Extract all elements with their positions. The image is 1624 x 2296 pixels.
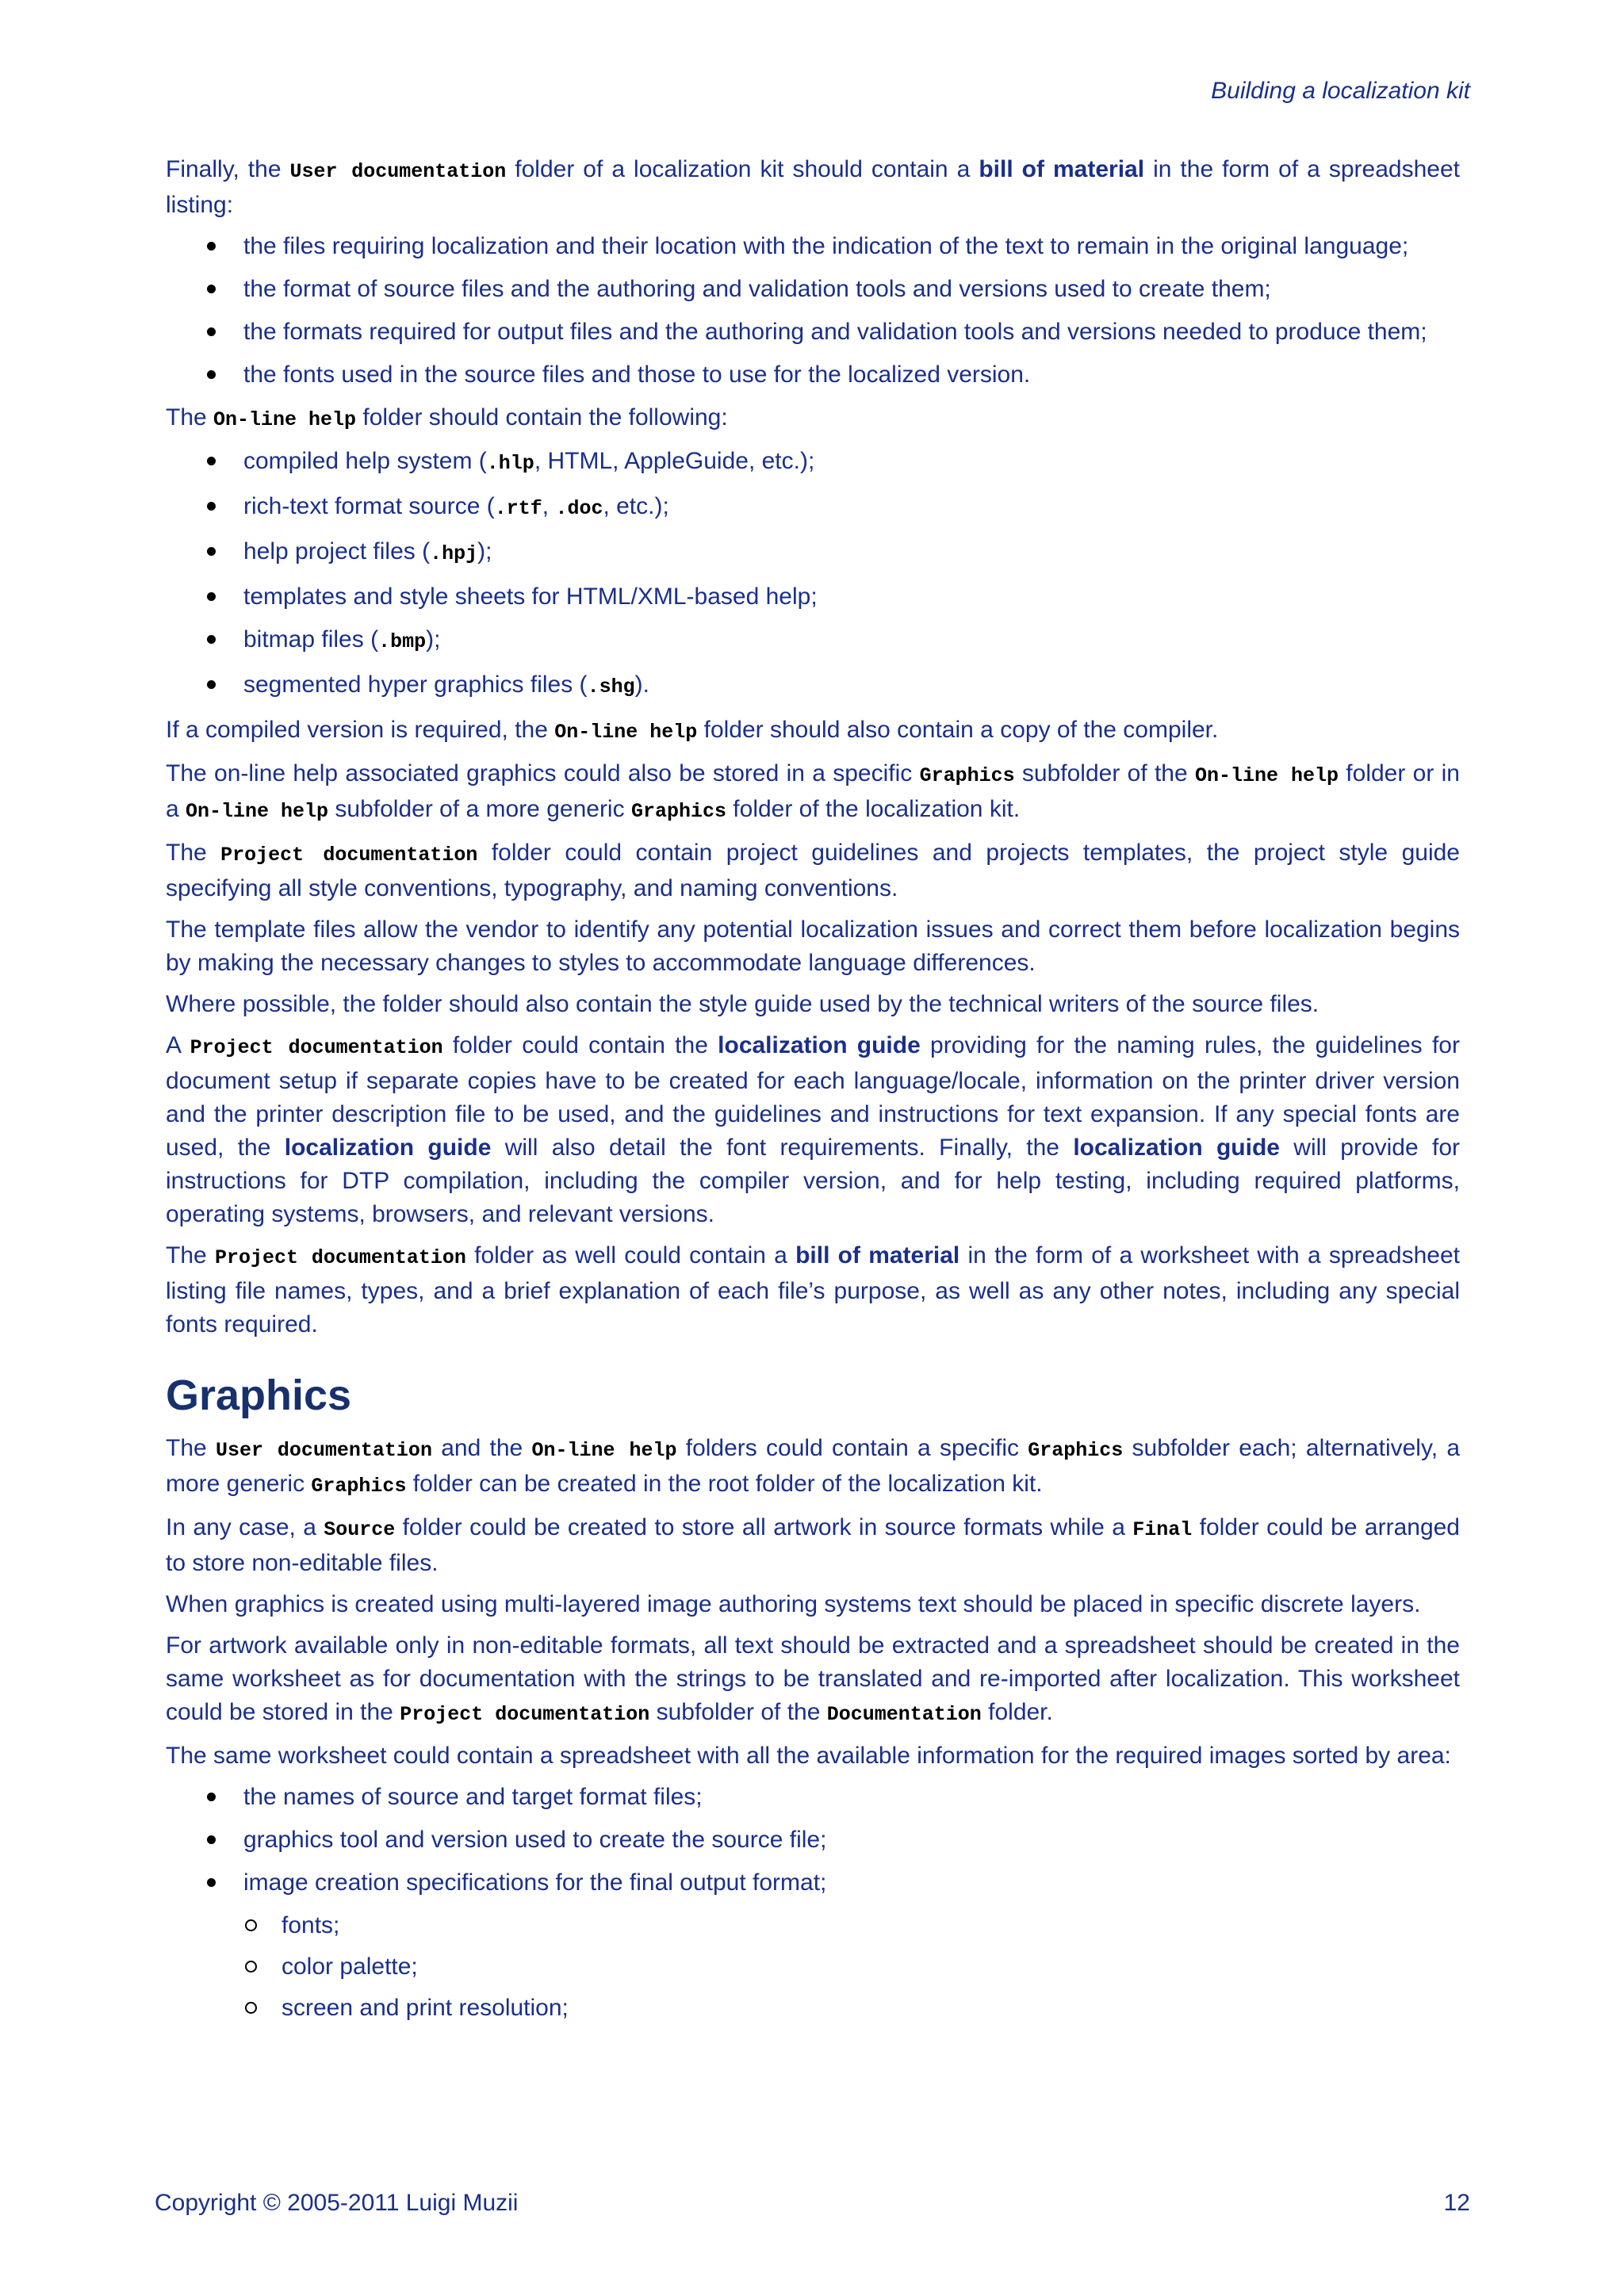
- text: templates and style sheets for HTML/XML-based help;: [243, 584, 818, 610]
- text: folder could be created to store all artwork in source formats while a: [395, 1514, 1133, 1540]
- paragraph-layers: When graphics is created using multi-layered image authoring systems text should be placed in specific discrete layers.: [166, 1591, 1421, 1617]
- folder-name: Project documentation: [400, 1703, 650, 1726]
- text: subfolder of the: [1014, 760, 1195, 786]
- text: folder can be created in the root folder of the localization kit.: [406, 1471, 1043, 1497]
- text: A: [166, 1032, 190, 1058]
- folder-name: Project documentation: [214, 1246, 466, 1269]
- text: subfolder of a more generic: [328, 796, 631, 822]
- sublist-item: fonts;: [282, 1909, 1460, 1942]
- paragraph-non-editable-artwork: [166, 1629, 1460, 1732]
- text: folder or in a: [166, 760, 1460, 822]
- folder-name: Documentation: [826, 1703, 982, 1726]
- list-item: the format of source files and the authoring and validation tools and versions used to create them;: [243, 273, 1460, 306]
- text: compiled help system (: [243, 448, 487, 474]
- text: folder could contain project guidelines and projects templates, the project style guide specifying all style conventions, typography, and naming conventions.: [166, 840, 1460, 901]
- section-heading-graphics: Graphics: [166, 1372, 352, 1419]
- folder-name: On-line help: [531, 1439, 677, 1462]
- file-extension: .doc: [555, 497, 603, 520]
- folder-name: Project documentation: [190, 1036, 443, 1059]
- paragraph-localization-guide: [166, 1029, 1460, 1231]
- bold-term: localization guide: [284, 1135, 492, 1161]
- text: folders could contain a specific: [676, 1435, 1028, 1461]
- text: The: [166, 840, 221, 866]
- text: help project files (: [243, 538, 431, 564]
- text: and the: [431, 1435, 532, 1461]
- file-extension: .hlp: [486, 452, 534, 475]
- text: subfolder each; alternatively, a more generic: [166, 1435, 1461, 1497]
- document-body: [166, 153, 1460, 2033]
- paragraph-compiler: [166, 714, 1460, 749]
- folder-name: Graphics: [1028, 1439, 1124, 1462]
- text: folder should also contain a copy of the compiler.: [697, 717, 1219, 743]
- page-number: 12: [1443, 2190, 1470, 2216]
- text: folder could be arranged to store non-editable files.: [166, 1514, 1460, 1576]
- text: , etc.);: [603, 493, 669, 519]
- list-item: [243, 445, 1460, 480]
- bold-term: localization guide: [1073, 1135, 1280, 1161]
- paragraph-graphics-subfolders: [166, 1432, 1460, 1503]
- text: folder as well could contain a: [465, 1242, 796, 1269]
- file-extension: .shg: [587, 675, 635, 698]
- list-item: the fonts used in the source files and those to use for the localized version.: [243, 358, 1460, 392]
- text: folder should contain the following:: [356, 404, 728, 430]
- list-item: [243, 580, 1460, 614]
- text: The: [166, 1242, 215, 1269]
- file-extension: .hpj: [430, 542, 478, 565]
- paragraph-project-documentation: [166, 836, 1460, 905]
- text: ).: [634, 672, 649, 698]
- sublist-item: color palette;: [282, 1950, 1460, 1984]
- folder-name: Final: [1132, 1518, 1193, 1541]
- paragraph-online-help-graphics: [166, 757, 1460, 828]
- folder-name: Source: [324, 1518, 396, 1541]
- footer-copyright: Copyright © 2005-2011 Luigi Muzii: [155, 2190, 519, 2216]
- folder-name: Graphics: [919, 764, 1015, 787]
- list-item: image creation specifications for the final output format;: [243, 1866, 1460, 1900]
- file-extension: .bmp: [378, 630, 427, 653]
- text: folder.: [981, 1699, 1053, 1725]
- text: In any case, a: [166, 1514, 324, 1540]
- folder-name: On-line help: [1194, 764, 1339, 787]
- online-help-contents-list: [166, 445, 1460, 704]
- list-item: [243, 535, 1460, 571]
- image-info-list: [166, 1781, 1460, 1900]
- paragraph-worksheet: The same worksheet could contain a spreadsheet with all the available information for the required images sorted by area:: [166, 1743, 1451, 1769]
- folder-name: User documentation: [289, 160, 507, 183]
- list-item: [243, 623, 1460, 659]
- image-spec-sublist: [166, 1909, 1460, 2025]
- text: segmented hyper graphics files (: [243, 672, 588, 698]
- list-item: the names of source and target format files;: [243, 1781, 1460, 1814]
- paragraph-online-help-intro: [166, 401, 1460, 437]
- folder-name: Project documentation: [220, 844, 478, 867]
- list-item: the files requiring localization and their location with the indication of the text to remain in the original language;: [243, 230, 1460, 263]
- text: bitmap files (: [243, 626, 379, 652]
- text: rich-text format source (: [243, 493, 495, 519]
- paragraph-project-bill-of-material: [166, 1239, 1460, 1341]
- text: folder of the localization kit.: [726, 796, 1021, 822]
- text: subfolder of the: [649, 1699, 827, 1725]
- folder-name: User documentation: [215, 1439, 432, 1462]
- list-item: the formats required for output files and the authoring and validation tools and versions needed to produce them;: [243, 316, 1460, 349]
- text: in the form of a spreadsheet listing:: [166, 156, 1460, 218]
- bold-term: bill of material: [795, 1242, 960, 1269]
- text: If a compiled version is required, the: [166, 717, 555, 743]
- text: in the form of a worksheet with a spreadsheet listing file names, types, and a brief explanation of each file’s purpose, as well as any other notes, including any special fonts required.: [166, 1242, 1460, 1337]
- text: will also detail the font requirements. Finally, the: [491, 1135, 1074, 1161]
- folder-name: Graphics: [311, 1475, 407, 1498]
- folder-name: On-line help: [554, 721, 698, 744]
- list-item: graphics tool and version used to create the source file;: [243, 1823, 1460, 1857]
- text: ,: [542, 493, 556, 519]
- text: );: [477, 538, 492, 564]
- list-item: [243, 490, 1460, 526]
- text: folder could contain the: [442, 1032, 718, 1058]
- text: The: [166, 404, 214, 430]
- sublist-item: screen and print resolution;: [282, 1992, 1460, 2025]
- list-item: [243, 668, 1460, 704]
- bold-term: bill of material: [979, 156, 1145, 182]
- paragraph-source-final: [166, 1511, 1460, 1580]
- folder-name: Graphics: [630, 800, 726, 823]
- paragraph-template-files: The template files allow the vendor to identify any potential localization issues and correct them before localization begins by making the necessary changes to styles to accommodate language differences.: [166, 916, 1460, 976]
- running-header: Building a localization kit: [1211, 78, 1470, 104]
- text: , HTML, AppleGuide, etc.);: [534, 448, 815, 474]
- folder-name: On-line help: [186, 800, 329, 823]
- text: );: [426, 626, 441, 652]
- bold-term: localization guide: [718, 1032, 921, 1058]
- bill-of-material-list: [166, 230, 1460, 392]
- paragraph-style-guide: Where possible, the folder should also contain the style guide used by the technical writers of the source files.: [166, 991, 1320, 1017]
- paragraph-bill-of-material-intro: [166, 153, 1460, 222]
- text: will provide for instructions for DTP compilation, including the compiler version, and for help testing, including required platforms, operating systems, browsers, and relevant versions.: [166, 1135, 1460, 1227]
- file-extension: .rtf: [494, 497, 542, 520]
- text: For artwork available only in non-editable formats, all text should be extracted and a spreadsheet should be created in the same worksheet as for documentation with the strings to be translated and re-imported after localization. This worksheet could be stored in the: [166, 1632, 1460, 1725]
- text: Finally, the: [166, 156, 290, 182]
- text: providing for the naming rules, the guidelines for document setup if separate copies have to be created for each language/locale, information on the printer driver version and the printer description file to be used, and the guidelines and instructions for text expansion. If any special fonts are used, the: [166, 1032, 1460, 1161]
- text: The on-line help associated graphics could also be stored in a specific: [166, 760, 920, 786]
- text: folder of a localization kit should contain a: [506, 156, 979, 182]
- folder-name: On-line help: [213, 408, 357, 431]
- text: The: [166, 1435, 216, 1461]
